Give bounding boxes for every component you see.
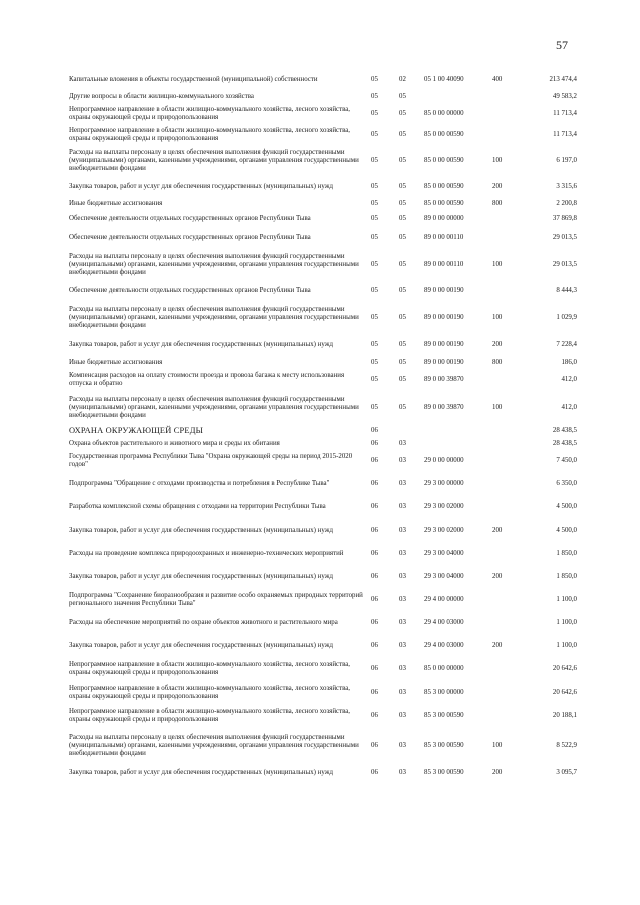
- row-section-code: 06: [371, 741, 378, 749]
- row-amount: 7 450,0: [556, 457, 577, 464]
- row-name: Разработка комплексной схемы обращения с отходами на территории Республики Тыва: [69, 503, 326, 510]
- row-amount: 6 197,0: [556, 157, 577, 164]
- row-target-article-code: 89 0 00 00190: [424, 287, 464, 294]
- row-name: Непрограммное направление в области жилищно-коммунального хозяйства, лесного хозяйства, охраны окружающей среды и природопользования: [69, 708, 351, 723]
- row-expense-type-code: 200: [492, 769, 503, 776]
- row-amount: 20 188,1: [552, 712, 577, 719]
- row-amount: 186,0: [561, 358, 577, 366]
- row-subsection-code: 03: [399, 595, 406, 603]
- row-target-article-code: 29 3 00 04000: [424, 572, 464, 580]
- row-name: Расходы на выплаты персоналу в целях обеспечения выполнения функций государственными (муниципальными) органами, казенными учреждениями, органами управления государственными внебюджетными фондами: [69, 733, 359, 757]
- row-name: Расходы на выплаты персоналу в целях обеспечения выполнения функций государственными (муниципальными) органами, казенными учреждениями, органами управления государственными внебюджетными фондами: [69, 305, 359, 329]
- table-row: [69, 177, 577, 197]
- row-name: Расходы на выплаты персоналу в целях обеспечения выполнения функций государственными (муниципальными) органами, казенными учреждениями, органами управления государственными внебюджетными фондами: [69, 149, 359, 172]
- row-subsection-code: 05: [399, 109, 406, 117]
- row-subsection-code: 03: [399, 457, 406, 464]
- row-amount: 11 713,4: [553, 109, 577, 117]
- row-subsection-code: 05: [399, 403, 406, 411]
- row-subsection-code: 03: [399, 479, 406, 487]
- row-name: Закупка товаров, работ и услуг для обеспечения государственных (муниципальных) нужд: [69, 572, 333, 580]
- row-name: Государственная программа Республики Тыва "Охрана окружающей среды на период 2015-2020 годов": [69, 453, 353, 468]
- row-subsection-code: 05: [399, 234, 406, 241]
- row-target-article-code: 85 3 00 00590: [424, 769, 464, 776]
- row-subsection-code: 05: [399, 183, 406, 190]
- row-amount: 11 713,4: [553, 130, 577, 138]
- row-section-code: 06: [371, 440, 378, 447]
- row-target-article-code: 29 0 00 00000: [424, 457, 464, 464]
- row-section-code: 06: [371, 457, 378, 464]
- row-amount: 6 350,0: [556, 479, 577, 487]
- table-row: [69, 450, 577, 472]
- row-name: Охрана объектов растительного и животного мира и среды их обитания: [69, 440, 280, 447]
- row-section-code: 05: [371, 234, 378, 241]
- table-row: [69, 281, 577, 301]
- table-row: [69, 565, 577, 588]
- row-amount: 1 100,0: [556, 618, 577, 626]
- row-subsection-code: 03: [399, 618, 406, 626]
- row-name: Непрограммное направление в области жилищно-коммунального хозяйства, лесного хозяйства, охраны окружающей среды и природопользования: [69, 684, 351, 700]
- table-row: [69, 124, 577, 145]
- row-subsection-code: 03: [399, 549, 406, 557]
- row-section-code: 06: [371, 479, 378, 487]
- row-target-article-code: 29 3 00 04000: [424, 549, 464, 557]
- row-section-code: 05: [371, 76, 378, 83]
- row-name: Подпрограмма "Обращение с отходами производства и потребления в Республике Тыва": [69, 479, 330, 487]
- row-target-article-code: 85 0 00 00000: [424, 109, 464, 117]
- row-name: Закупка товаров, работ и услуг для обеспечения государственных (муниципальных) нужд: [69, 769, 333, 776]
- row-name: Непрограммное направление в области жилищно-коммунального хозяйства, лесного хозяйства, охраны окружающей среды и природопользования: [69, 661, 351, 676]
- row-subsection-code: 03: [399, 741, 406, 749]
- row-section-code: 06: [371, 572, 378, 580]
- table-row: [69, 657, 577, 681]
- table-row: [69, 681, 577, 704]
- row-subsection-code: 05: [399, 287, 406, 294]
- table-row: [69, 369, 577, 391]
- row-expense-type-code: 800: [492, 199, 503, 207]
- row-section-code: 05: [371, 109, 378, 117]
- row-subsection-code: 05: [399, 358, 406, 366]
- row-subsection-code: 03: [399, 503, 406, 510]
- row-amount: 8 522,9: [556, 741, 577, 749]
- row-subsection-code: 05: [399, 341, 406, 348]
- row-name: Расходы на обеспечение мероприятий по охране объектов животного и растительного мира: [69, 618, 338, 626]
- table-row: [69, 334, 577, 356]
- row-section-code: 06: [371, 688, 378, 696]
- row-expense-type-code: 200: [492, 526, 503, 534]
- row-subsection-code: 05: [399, 376, 406, 383]
- row-section-code: 05: [371, 183, 378, 190]
- row-section-code: 05: [371, 403, 378, 411]
- row-target-article-code: 05 1 00 40090: [424, 76, 464, 83]
- row-section-code: 06: [371, 549, 378, 557]
- row-subsection-code: 03: [399, 665, 406, 672]
- row-subsection-code: 05: [399, 130, 406, 138]
- row-target-article-code: 29 3 00 02000: [424, 503, 464, 510]
- row-name: Закупка товаров, работ и услуг для обеспечения государственных (муниципальных) нужд: [69, 183, 333, 190]
- row-subsection-code: 03: [399, 440, 406, 447]
- row-subsection-code: 05: [399, 313, 406, 321]
- row-target-article-code: 29 4 00 03000: [424, 641, 464, 649]
- row-section-code: 05: [371, 313, 378, 321]
- table-row: [69, 248, 577, 281]
- row-amount: 213 474,4: [549, 76, 577, 83]
- row-target-article-code: 85 0 00 00590: [424, 157, 464, 164]
- row-name: Непрограммное направление в области жилищно-коммунального хозяйства, лесного хозяйства, охраны окружающей среды и природопользования: [69, 105, 351, 121]
- row-amount: 412,0: [561, 403, 577, 411]
- table-row: [69, 145, 577, 177]
- row-target-article-code: 85 0 00 00000: [424, 665, 464, 672]
- row-section-code: 05: [371, 341, 378, 348]
- row-target-article-code: 89 0 00 00110: [424, 260, 464, 268]
- row-amount: 8 444,3: [556, 287, 577, 294]
- table-row: [69, 356, 577, 369]
- table-row: [69, 228, 577, 248]
- row-expense-type-code: 100: [492, 157, 503, 164]
- row-expense-type-code: 800: [492, 358, 503, 366]
- row-section-code: 05: [371, 92, 378, 100]
- row-amount: 20 642,6: [552, 665, 577, 672]
- row-subsection-code: 05: [399, 157, 406, 164]
- row-section-code: 06: [371, 769, 378, 776]
- row-section-code: 06: [371, 618, 378, 626]
- row-section-code: 06: [371, 641, 378, 649]
- table-row: [69, 611, 577, 634]
- row-amount: 28 438,5: [552, 440, 577, 447]
- row-target-article-code: 85 3 00 00590: [424, 712, 464, 719]
- row-subsection-code: 05: [399, 199, 406, 207]
- row-amount: 49 583,2: [552, 92, 577, 100]
- row-target-article-code: 85 0 00 00590: [424, 130, 464, 138]
- row-amount: 4 500,0: [556, 526, 577, 534]
- row-section-code: 06: [371, 526, 378, 534]
- table-row: [69, 301, 577, 334]
- row-name: Закупка товаров, работ и услуг для обеспечения государственных (муниципальных) нужд: [69, 341, 333, 348]
- row-section-code: 06: [371, 503, 378, 510]
- row-subsection-code: 03: [399, 688, 406, 696]
- row-name: Другие вопросы в области жилищно-коммунального хозяйства: [69, 92, 254, 100]
- table-row: [69, 704, 577, 728]
- row-name: Закупка товаров, работ и услуг для обеспечения государственных (муниципальных) нужд: [69, 526, 333, 534]
- row-expense-type-code: 200: [492, 341, 503, 348]
- row-name: Капитальные вложения в объекты государственной (муниципальной) собственности: [69, 76, 318, 83]
- row-target-article-code: 89 0 00 00190: [424, 358, 464, 366]
- row-expense-type-code: 400: [492, 76, 503, 83]
- table-row: [69, 424, 577, 438]
- row-target-article-code: 29 4 00 03000: [424, 618, 464, 626]
- page-number: 57: [556, 38, 568, 52]
- row-target-article-code: 89 0 00 00190: [424, 341, 464, 348]
- row-amount: 29 013,5: [552, 260, 577, 268]
- row-name: Обеспечение деятельности отдельных государственных органов Республики Тыва: [69, 215, 311, 222]
- table-row: [69, 197, 577, 210]
- row-name: Компенсация расходов на оплату стоимости проезда и провоза багажа к месту использования отпуска и обратно: [69, 372, 345, 387]
- row-target-article-code: 89 0 00 39870: [424, 376, 464, 383]
- row-section-code: 05: [371, 215, 378, 222]
- table-row: [69, 70, 577, 90]
- row-amount: 7 228,4: [556, 341, 577, 348]
- row-target-article-code: 29 4 00 00000: [424, 595, 464, 603]
- row-section-code: 06: [371, 712, 378, 719]
- row-amount: 1 850,0: [556, 572, 577, 580]
- row-target-article-code: 29 3 00 00000: [424, 479, 464, 487]
- row-subsection-code: 03: [399, 572, 406, 580]
- row-subsection-code: 03: [399, 526, 406, 534]
- table-row: [69, 90, 577, 103]
- row-target-article-code: 29 3 00 02000: [424, 526, 464, 534]
- row-amount: 20 642,6: [552, 688, 577, 696]
- row-subsection-code: 03: [399, 712, 406, 719]
- row-amount: 3 315,6: [556, 183, 577, 190]
- table-row: [69, 103, 577, 124]
- table-row: [69, 763, 577, 783]
- row-name: Расходы на проведение комплекса природоохранных и инженерно-технических мероприятий: [69, 549, 344, 557]
- row-target-article-code: 85 3 00 00590: [424, 741, 464, 749]
- row-expense-type-code: 200: [492, 641, 503, 649]
- row-target-article-code: 89 0 00 00110: [424, 234, 464, 241]
- row-expense-type-code: 200: [492, 572, 503, 580]
- row-amount: 1 100,0: [556, 595, 577, 603]
- row-amount: 412,0: [561, 376, 577, 383]
- row-amount: 4 500,0: [556, 503, 577, 510]
- row-section-code: 05: [371, 157, 378, 164]
- row-name: Иные бюджетные ассигнования: [69, 358, 163, 366]
- row-subsection-code: 05: [399, 260, 406, 268]
- row-section-code: 05: [371, 199, 378, 207]
- row-expense-type-code: 100: [492, 260, 503, 268]
- row-name: Расходы на выплаты персоналу в целях обеспечения выполнения функций государственными (муниципальными) органами, казенными учреждениями, органами управления государственными внебюджетными фондами: [69, 252, 359, 276]
- table-row: [69, 634, 577, 657]
- row-subsection-code: 05: [399, 92, 406, 100]
- budget-table: [69, 70, 577, 783]
- table-row: [69, 210, 577, 228]
- row-amount: 1 100,0: [556, 641, 577, 649]
- table-row: [69, 588, 577, 611]
- row-target-article-code: 85 0 00 00590: [424, 199, 464, 207]
- row-expense-type-code: 200: [492, 183, 503, 190]
- table-row: [69, 728, 577, 763]
- table-row: [69, 519, 577, 542]
- row-amount: 37 869,8: [552, 215, 577, 222]
- row-section-code: 05: [371, 287, 378, 294]
- row-target-article-code: 89 0 00 39870: [424, 403, 464, 411]
- row-subsection-code: 02: [399, 76, 406, 83]
- row-name: Непрограммное направление в области жилищно-коммунального хозяйства, лесного хозяйства, охраны окружающей среды и природопользования: [69, 126, 351, 142]
- row-amount: 1 029,9: [556, 313, 577, 321]
- row-section-code: 06: [371, 595, 378, 603]
- row-amount: 28 438,5: [552, 427, 577, 434]
- table-row: [69, 472, 577, 495]
- table-row: [69, 495, 577, 519]
- row-subsection-code: 03: [399, 641, 406, 649]
- row-name: Закупка товаров, работ и услуг для обеспечения государственных (муниципальных) нужд: [69, 641, 333, 649]
- table-row: [69, 391, 577, 424]
- row-section-code: 06: [371, 427, 378, 434]
- row-amount: 1 850,0: [556, 549, 577, 557]
- row-expense-type-code: 100: [492, 741, 503, 749]
- row-expense-type-code: 100: [492, 403, 503, 411]
- row-amount: 3 095,7: [556, 769, 577, 776]
- row-section-code: 05: [371, 376, 378, 383]
- row-target-article-code: 89 0 00 00190: [424, 313, 464, 321]
- table-row: [69, 438, 577, 450]
- row-section-code: 05: [371, 130, 378, 138]
- table-row: [69, 542, 577, 565]
- row-name: Обеспечение деятельности отдельных государственных органов Республики Тыва: [69, 234, 311, 241]
- row-target-article-code: 89 0 00 00000: [424, 215, 464, 222]
- row-section-code: 05: [371, 260, 378, 268]
- row-name: ОХРАНА ОКРУЖАЮЩЕЙ СРЕДЫ: [69, 426, 204, 435]
- row-section-code: 06: [371, 665, 378, 672]
- row-name: Расходы на выплаты персоналу в целях обеспечения выполнения функций государственными (муниципальными) органами, казенными учреждениями, органами управления государственными внебюджетными фондами: [69, 395, 359, 419]
- row-amount: 2 200,8: [556, 199, 577, 207]
- row-section-code: 05: [371, 358, 378, 366]
- row-subsection-code: 03: [399, 769, 406, 776]
- row-name: Подпрограмма "Сохранение биоразнообразия и развитие особо охраняемых природных территорий регионального значения Республики Тыва": [69, 591, 363, 607]
- row-target-article-code: 85 0 00 00590: [424, 183, 464, 190]
- row-subsection-code: 05: [399, 215, 406, 222]
- row-amount: 29 013,5: [552, 234, 577, 241]
- row-target-article-code: 85 3 00 00000: [424, 688, 464, 696]
- row-expense-type-code: 100: [492, 313, 503, 321]
- row-name: Иные бюджетные ассигнования: [69, 199, 163, 207]
- row-name: Обеспечение деятельности отдельных государственных органов Республики Тыва: [69, 287, 311, 294]
